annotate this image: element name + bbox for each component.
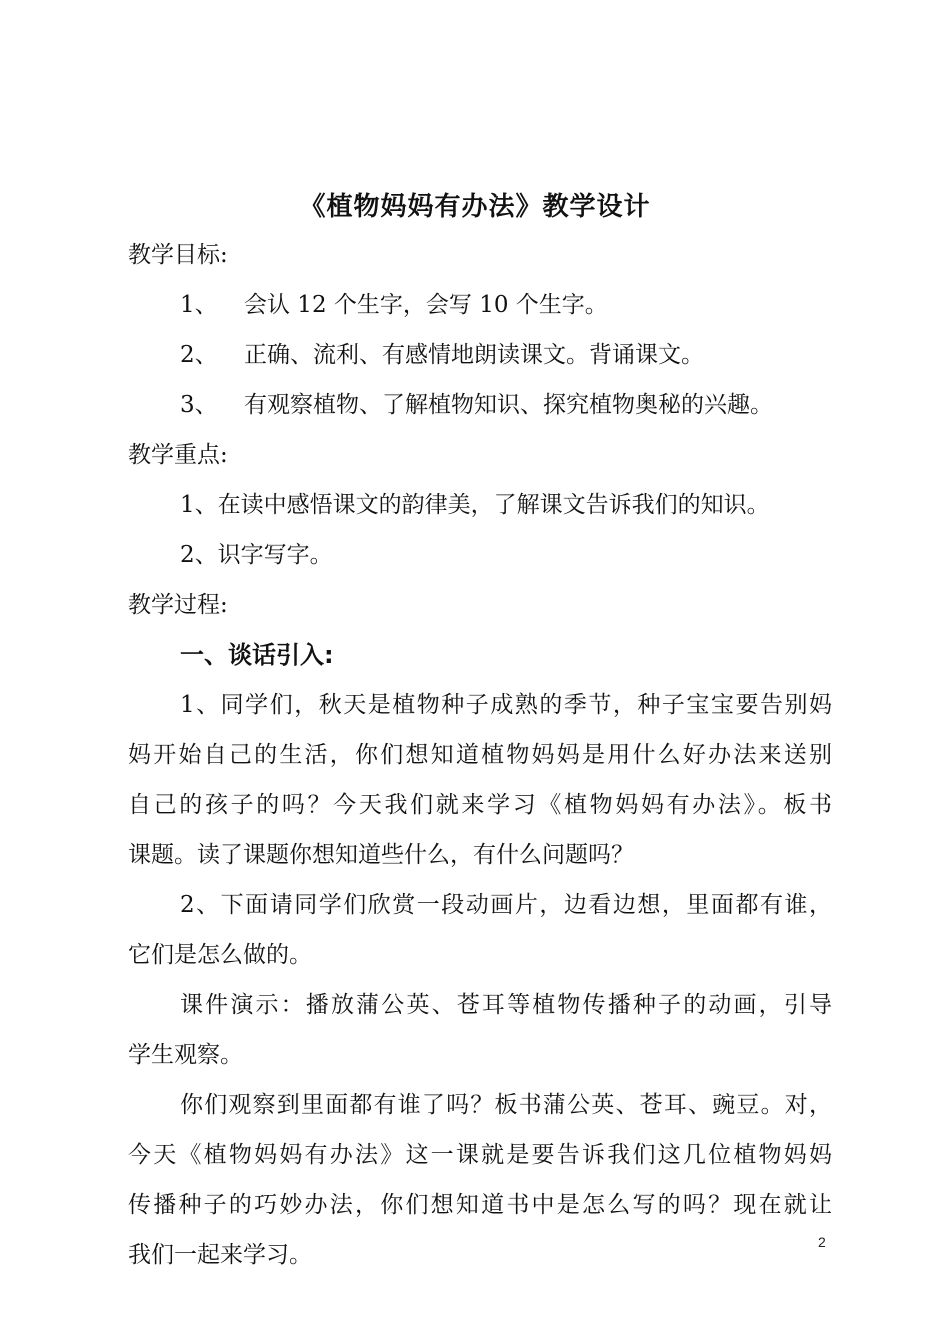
document-body bbox=[128, 230, 832, 1280]
page-number: 2 bbox=[818, 1234, 826, 1250]
key-point-2: 2、识字写字。 bbox=[180, 542, 333, 568]
section-one-heading: 一、谈话引入: bbox=[180, 641, 334, 669]
objectives-heading: 教学目标: bbox=[128, 242, 228, 268]
objective-text: 会认 12 个生字，会写 10 个生字。 bbox=[244, 292, 608, 318]
process-heading: 教学过程: bbox=[128, 592, 228, 618]
paragraph-3-line: 课件演示：播放蒲公英、苍耳等植物传播种子的动画，引导 bbox=[180, 992, 832, 1018]
objective-text: 正确、流利、有感情地朗读课文。背诵课文。 bbox=[244, 342, 704, 368]
document-title: 《植物妈妈有办法》教学设计 bbox=[299, 192, 651, 222]
key-points-heading: 教学重点: bbox=[128, 442, 228, 468]
paragraph-2-line: 它们是怎么做的。 bbox=[128, 942, 312, 968]
objective-number: 1、 bbox=[180, 292, 218, 318]
paragraph-3-line: 学生观察。 bbox=[128, 1042, 243, 1068]
paragraph-4-line: 你们观察到里面都有谁了吗？板书蒲公英、苍耳、豌豆。对， bbox=[180, 1092, 832, 1118]
objective-number: 3、 bbox=[180, 392, 218, 418]
paragraph-4-line: 传播种子的巧妙办法，你们想知道书中是怎么写的吗？现在就让 bbox=[128, 1192, 832, 1218]
objective-number: 2、 bbox=[180, 342, 218, 368]
objective-item-1 bbox=[128, 280, 832, 330]
paragraph-4-line: 今天《植物妈妈有办法》这一课就是要告诉我们这几位植物妈妈 bbox=[128, 1142, 832, 1168]
objective-item-2 bbox=[128, 330, 832, 380]
paragraph-1-line: 1、同学们，秋天是植物种子成熟的季节，种子宝宝要告别妈 bbox=[180, 692, 832, 718]
objective-item-3 bbox=[128, 380, 832, 430]
paragraph-2-line: 2、下面请同学们欣赏一段动画片，边看边想，里面都有谁， bbox=[180, 892, 832, 918]
objective-text: 有观察植物、了解植物知识、探究植物奥秘的兴趣。 bbox=[244, 392, 773, 418]
paragraph-4-line: 我们一起来学习。 bbox=[128, 1242, 312, 1268]
paragraph-1-line: 妈开始自己的生活，你们想知道植物妈妈是用什么好办法来送别 bbox=[128, 742, 832, 768]
paragraph-1-line: 课题。读了课题你想知道些什么，有什么问题吗？ bbox=[128, 842, 634, 868]
key-point-1: 1、在读中感悟课文的韵律美，了解课文告诉我们的知识。 bbox=[180, 492, 770, 518]
paragraph-1-line: 自己的孩子的吗？今天我们就来学习《植物妈妈有办法》。板书 bbox=[128, 792, 832, 818]
